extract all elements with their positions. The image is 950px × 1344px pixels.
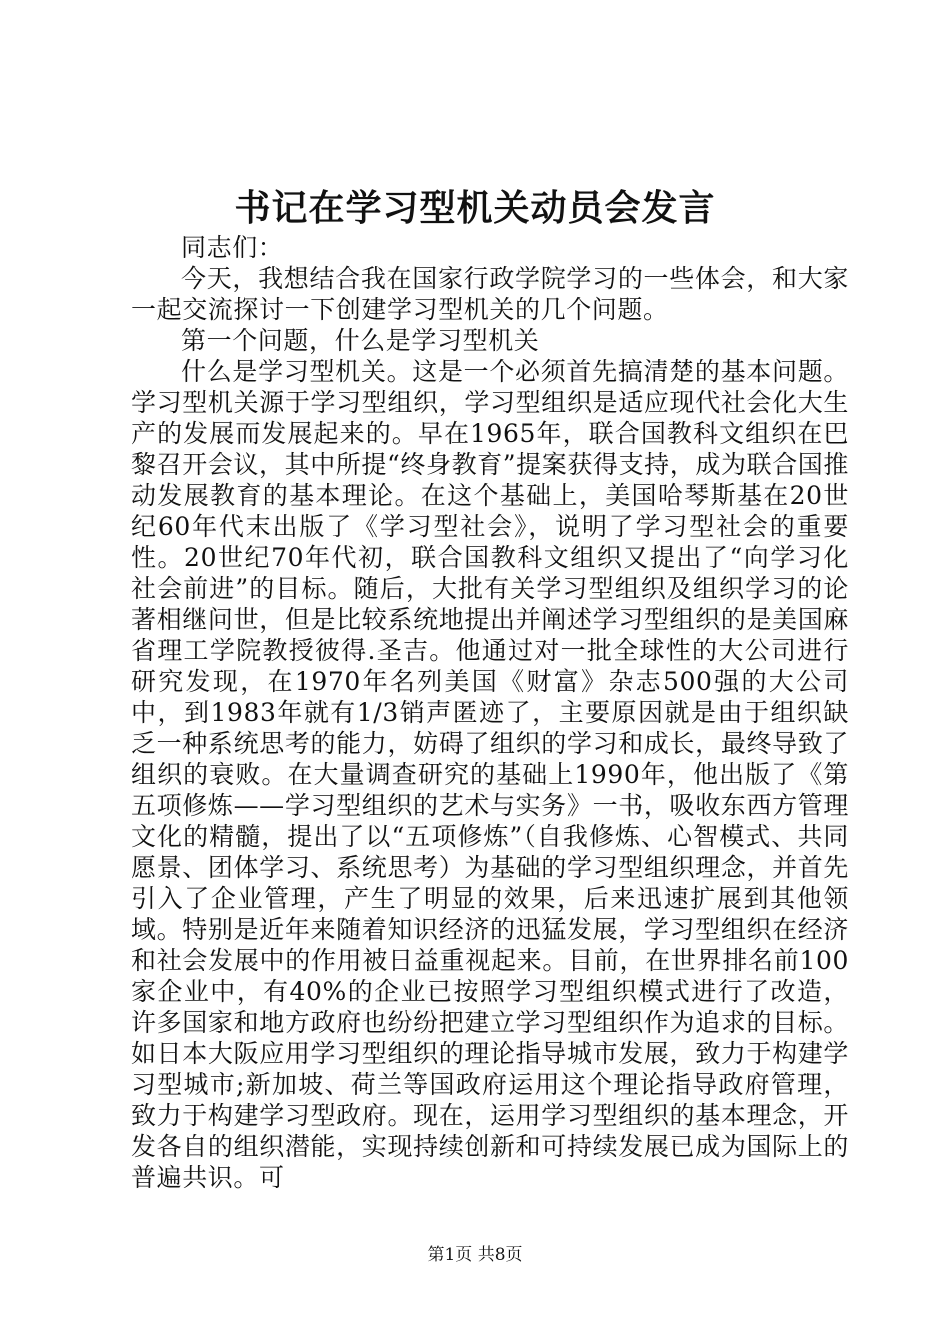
document-title: 书记在学习型机关动员会发言 xyxy=(234,187,716,229)
document-body xyxy=(131,232,849,1193)
paragraph-main: 什么是学习型机关。这是一个必须首先搞清楚的基本问题。学习型机关源于学习型组织，学习型组织是适应现代社会化大生产的发展而发展起来的。早在1965年，联合国教科文组织在巴黎召开会议，其中所提“终身教育”提案获得支持，成为联合国推动发展教育的基本理论。在这个基础上，美国哈琴斯基在20世纪60年代末出版了《学习型社会》，说明了学习型社会的重要性。20世纪70年代初，联合国教科文组织又提出了“向学习化社会前进”的目标。随后，大批有关学习型组织及组织学习的论著相继问世，但是比较系统地提出并阐述学习型组织的是美国麻省理工学院教授彼得.圣吉。他通过对一批全球性的大公司进行研究发现，在1970年名列美国《财富》杂志500强的大公司中，到1983年就有1/3销声匿迹了，主要原因就是由于组织缺乏一种系统思考的能力，妨碍了组织的学习和成长，最终导致了组织的衰败。在大量调查研究的基础上1990年，他出版了《第五项修炼——学习型组织的艺术与实务》一书，吸收东西方管理文化的精髓，提出了以“五项修炼”（自我修炼、心智模式、共同愿景、团体学习、系统思考）为基础的学习型组织理念，并首先引入了企业管理，产生了明显的效果，后来迅速扩展到其他领域。特别是近年来随着知识经济的迅猛发展，学习型组织在经济和社会发展中的作用被日益重视起来。目前，在世界排名前100家企业中，有40%的企业已按照学习型组织模式进行了改造，许多国家和地方政府也纷纷把建立学习型组织作为追求的目标。如日本大阪应用学习型组织的理论指导城市发展，致力于构建学习型城市;新加坡、荷兰等国政府运用这个理论指导政府管理，致力于构建学习型政府。现在，运用学习型组织的基本理念，开发各自的组织潜能，实现持续创新和可持续发展已成为国际上的普遍共识。可 xyxy=(131,357,849,1192)
paragraph-greeting: 同志们： xyxy=(181,233,284,262)
paragraph-intro: 今天，我想结合我在国家行政学院学习的一些体会，和大家一起交流探讨一下创建学习型机关的几个问题。 xyxy=(131,264,849,324)
paragraph-section-heading: 第一个问题，什么是学习型机关 xyxy=(181,326,540,355)
page-footer: 第1页 共8页 xyxy=(427,1245,523,1265)
